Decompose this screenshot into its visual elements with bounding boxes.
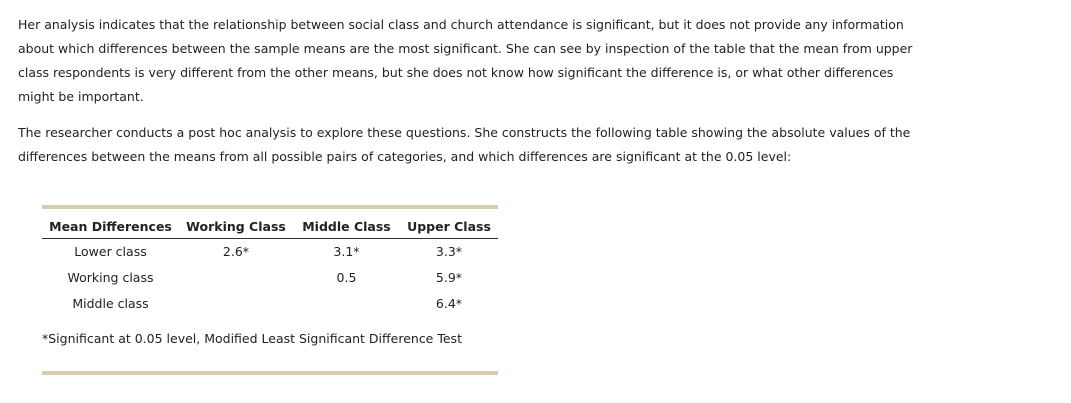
table-cell: 0.5: [336, 270, 357, 285]
table-cell: 5.9*: [435, 270, 463, 285]
mean-differences-table: [42, 215, 498, 317]
table-cell: 6.4*: [435, 296, 463, 311]
table-row: [42, 291, 498, 317]
header-middle-class: Middle Class: [293, 215, 400, 239]
post-hoc-paragraph: The researcher conducts a post hoc analysis to explore these questions. She constructs the following table showing the absolute values of the differences between the means from all possible pairs of categories, and which differences are significant at the 0.05 level:: [18, 125, 911, 164]
table-cell: [179, 265, 293, 291]
row-label-middle-class: Middle class: [72, 296, 149, 311]
table-footnote: *Significant at 0.05 level, Modified Least Significant Difference Test: [42, 331, 462, 346]
table-bottom-rule: [42, 371, 498, 375]
table-cell: 3.1*: [333, 244, 360, 259]
table-cell: [293, 291, 400, 317]
table-top-rule: [42, 205, 498, 209]
header-mean-differences: Mean Differences: [42, 215, 179, 239]
intro-paragraph: Her analysis indicates that the relationship between social class and church attendance is significant, but it does not provide any information about which differences between the sample means are the most significant. She can see by inspection of the table that the mean from upper class respondents is very different from the other means, but she does not know how significant the difference is, or what other differences might be important.: [18, 17, 913, 104]
table-row: [42, 265, 498, 291]
header-upper-class: Upper Class: [400, 215, 498, 239]
header-working-class: Working Class: [179, 215, 293, 239]
mean-differences-table-container: [42, 205, 498, 346]
table-header-row: [42, 215, 498, 239]
row-label-working-class: Working class: [67, 270, 154, 285]
row-label-lower-class: Lower class: [74, 244, 147, 259]
table-row: [42, 239, 498, 266]
table-cell: 2.6*: [222, 244, 250, 259]
table-cell: [179, 291, 293, 317]
table-cell: 3.3*: [435, 244, 463, 259]
